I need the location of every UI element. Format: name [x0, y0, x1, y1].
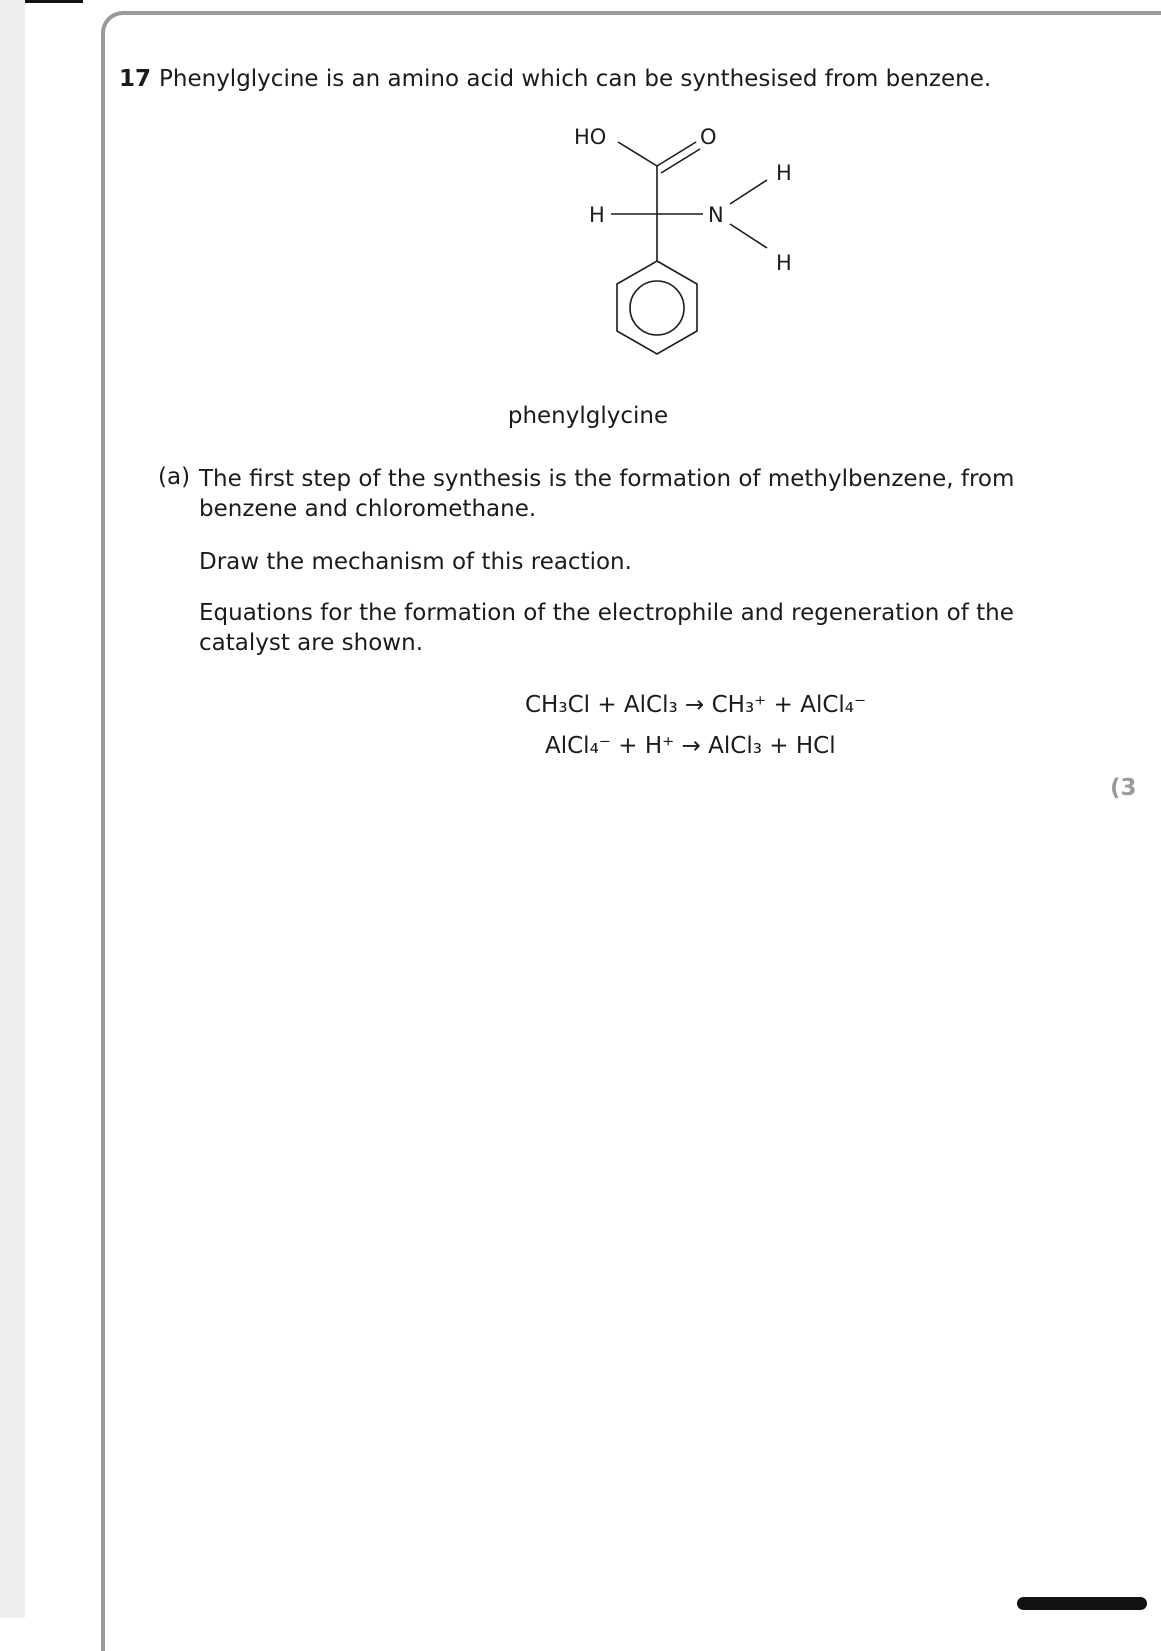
bond-ho-c	[618, 142, 657, 166]
equation-electrophile-formation: CH₃Cl + AlCl₃ → CH₃⁺ + AlCl₄⁻	[525, 692, 867, 718]
atom-h-top: H	[776, 161, 792, 185]
bottom-page-bar	[1017, 1597, 1147, 1610]
structure-caption: phenylglycine	[507, 403, 669, 429]
atom-h-left: H	[589, 203, 605, 227]
question-number: 17	[119, 66, 152, 92]
bond-n-h-upper	[730, 180, 767, 204]
atom-n: N	[708, 203, 724, 227]
part-a-label: (a)	[158, 464, 191, 490]
benzene-aromatic-circle	[630, 281, 684, 335]
top-edge-mark	[25, 0, 83, 3]
bond-c-o-2	[661, 149, 700, 173]
left-margin-strip	[0, 0, 25, 1618]
equation-catalyst-regeneration: AlCl₄⁻ + H⁺ → AlCl₃ + HCl	[545, 733, 836, 759]
question-text: Phenylglycine is an amino acid which can be synthesised from benzene.	[159, 66, 992, 92]
bond-c-o-1	[657, 142, 696, 166]
question-stem	[119, 64, 991, 94]
marks-indicator: (3	[1110, 775, 1137, 801]
part-a-paragraph-1: The first step of the synthesis is the formation of methylbenzene, from benzene and chloromethane.	[199, 466, 1015, 522]
benzene-ring	[617, 261, 697, 354]
atom-h-bottom: H	[776, 251, 792, 275]
bond-n-h-lower	[730, 224, 767, 248]
atom-ho: HO	[574, 125, 607, 149]
part-a-paragraph-2: Draw the mechanism of this reaction.	[199, 549, 632, 575]
phenylglycine-structure	[574, 118, 840, 378]
part-a-paragraph-3: Equations for the formation of the electrophile and regeneration of the catalyst are shown.	[199, 600, 1014, 656]
atom-o: O	[700, 125, 717, 149]
